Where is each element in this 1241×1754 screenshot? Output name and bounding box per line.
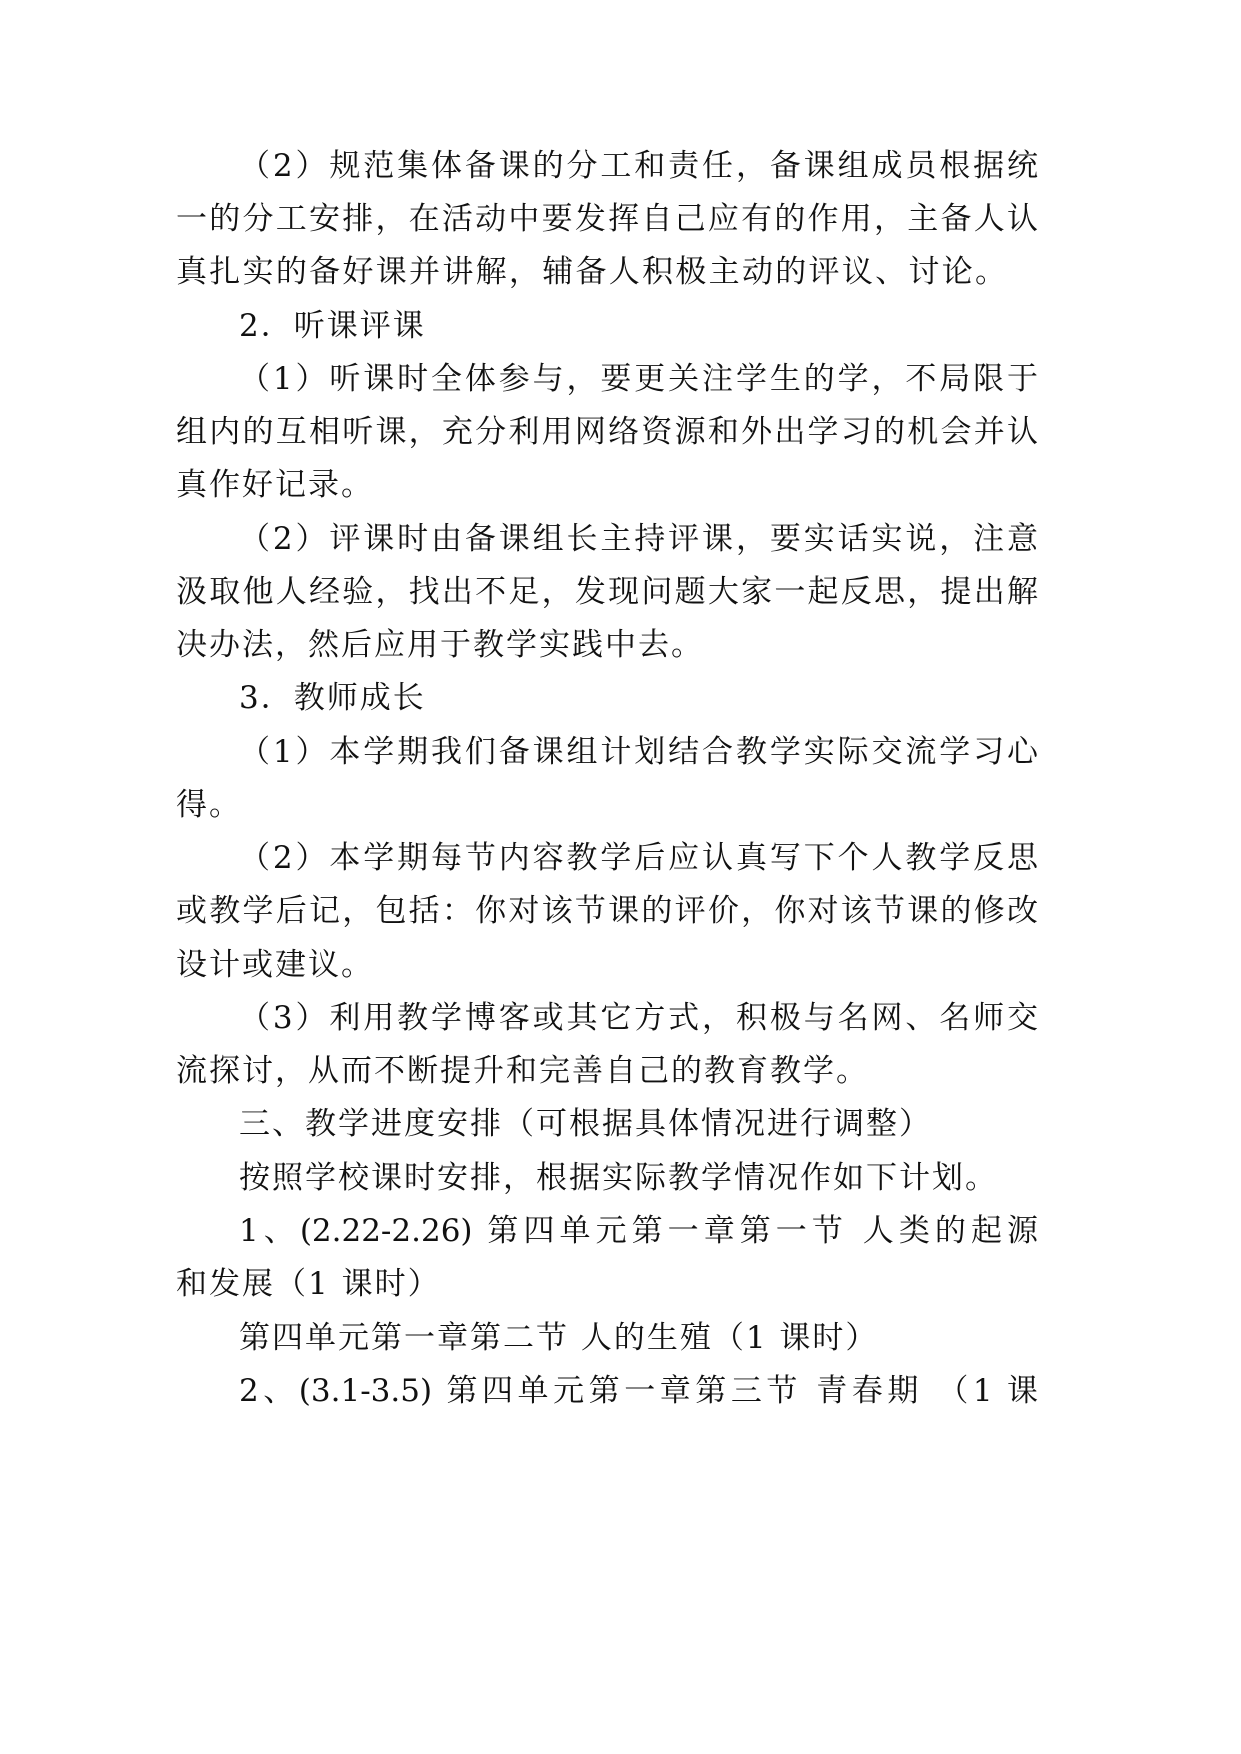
- schedule-line: 第四单元第一章第二节 人的生殖（1 课时）: [239, 1320, 879, 1356]
- text-line: 真作好记录。: [176, 467, 374, 503]
- text-line: （3）利用教学博客或其它方式，积极与名网、名师交: [239, 1000, 1038, 1036]
- text-line: （2）评课时由备课组长主持评课，要实话实说，注意: [239, 521, 1038, 557]
- text-line: 汲取他人经验，找出不足，发现问题大家一起反思，提出解: [176, 574, 1038, 610]
- section-heading: 2．听课评课: [239, 308, 426, 344]
- text-line: 一的分工安排，在活动中要发挥自己应有的作用，主备人认: [176, 201, 1038, 237]
- schedule-line: 2、(3.1-3.5) 第四单元第一章第三节 青春期 （1 课: [239, 1373, 1038, 1409]
- text-line: 组内的互相听课，充分利用网络资源和外出学习的机会并认: [176, 414, 1038, 450]
- text-line: （1）听课时全体参与，要更关注学生的学，不局限于: [239, 361, 1038, 397]
- section-heading: 三、教学进度安排（可根据具体情况进行调整）: [239, 1106, 932, 1142]
- text-line: 决办法，然后应用于教学实践中去。: [176, 627, 704, 663]
- schedule-line: 1、(2.22-2.26) 第四单元第一章第一节 人类的起源: [239, 1213, 1038, 1249]
- text-line: （2）规范集体备课的分工和责任，备课组成员根据统: [239, 148, 1038, 184]
- text-line: 按照学校课时安排，根据实际教学情况作如下计划。: [239, 1160, 998, 1196]
- text-line: 真扎实的备好课并讲解，辅备人积极主动的评议、讨论。: [176, 254, 1006, 290]
- text-line: 流探讨，从而不断提升和完善自己的教育教学。: [176, 1053, 869, 1089]
- section-heading: 3．教师成长: [239, 680, 426, 716]
- text-line: （1）本学期我们备课组计划结合教学实际交流学习心: [239, 734, 1038, 770]
- text-line: 或教学后记，包括：你对该节课的评价，你对该节课的修改: [176, 893, 1038, 929]
- text-line: （2）本学期每节内容教学后应认真写下个人教学反思: [239, 840, 1038, 876]
- text-line: 设计或建议。: [176, 947, 374, 983]
- text-line: 得。: [176, 787, 242, 823]
- schedule-line: 和发展（1 课时）: [176, 1266, 441, 1302]
